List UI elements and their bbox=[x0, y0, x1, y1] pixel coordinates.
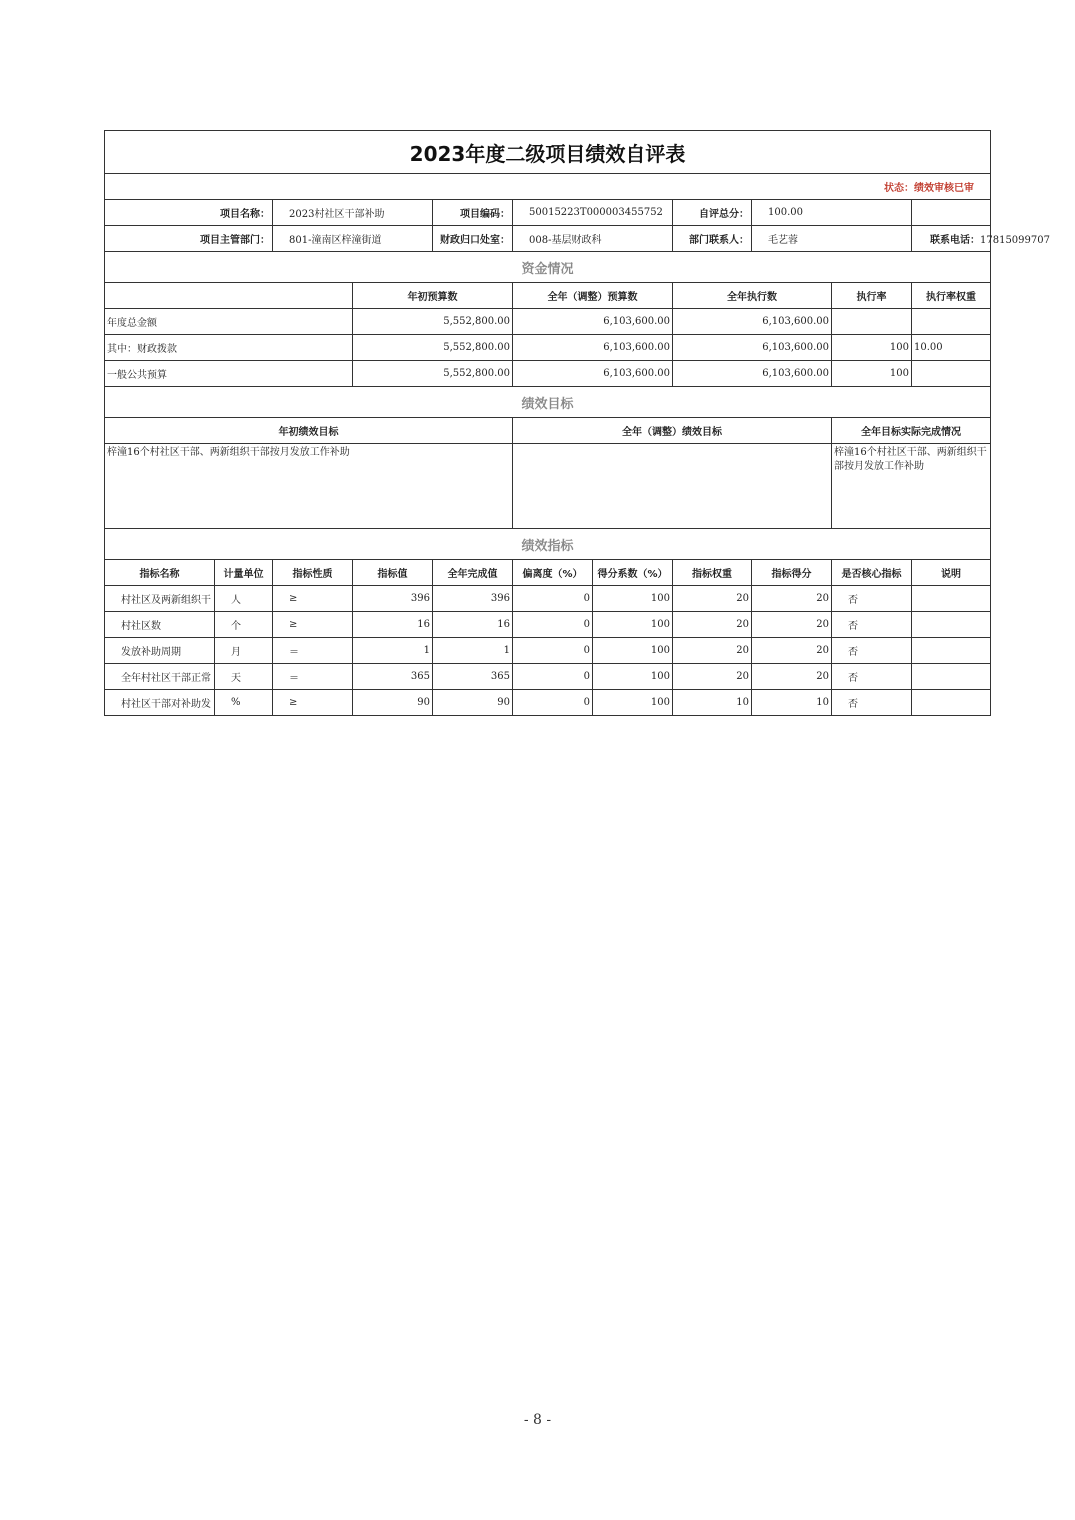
total-score-label: 自评总分： bbox=[673, 200, 752, 226]
ind-core: 否 bbox=[832, 690, 912, 716]
ind-done: 16 bbox=[433, 612, 513, 638]
funds-header-executed: 全年执行数 bbox=[673, 283, 832, 309]
goal-initial: 梓潼16个村社区干部、两新组织干部按月发放工作补助 bbox=[105, 444, 513, 529]
funds-row-name: 其中：财政拨款 bbox=[105, 335, 353, 361]
ind-header-done: 全年完成值 bbox=[433, 560, 513, 586]
ind-nature: ＝ bbox=[273, 638, 353, 664]
ind-deviation: 0 bbox=[513, 586, 593, 612]
indicator-row bbox=[105, 586, 991, 612]
ind-header-core: 是否核心指标 bbox=[832, 560, 912, 586]
info-row-2 bbox=[105, 226, 991, 252]
funds-row-weight: 10.00 bbox=[912, 335, 991, 361]
funds-row bbox=[105, 361, 991, 387]
goals-header-adjusted: 全年（调整）绩效目标 bbox=[513, 418, 832, 444]
contact-label: 部门联系人： bbox=[673, 226, 752, 252]
indicator-row bbox=[105, 612, 991, 638]
info-row-1 bbox=[105, 200, 991, 226]
ind-deviation: 0 bbox=[513, 612, 593, 638]
ind-name: 村社区干部对补助发 bbox=[105, 690, 215, 716]
page-number: - 8 - bbox=[523, 1412, 552, 1428]
ind-header-score: 指标得分 bbox=[752, 560, 832, 586]
ind-coef: 100 bbox=[593, 664, 673, 690]
ind-deviation: 0 bbox=[513, 638, 593, 664]
ind-nature: ≥ bbox=[273, 586, 353, 612]
ind-done: 396 bbox=[433, 586, 513, 612]
indicators-section-title: 绩效指标 bbox=[105, 529, 991, 560]
funds-row-name: 年度总金额 bbox=[105, 309, 353, 335]
contact: 毛艺蓉 bbox=[752, 226, 912, 252]
ind-note bbox=[912, 638, 991, 664]
funds-row bbox=[105, 335, 991, 361]
goal-actual: 梓潼16个村社区干部、两新组织干部按月发放工作补助 bbox=[832, 444, 991, 529]
ind-nature: ＝ bbox=[273, 664, 353, 690]
funds-header-rate: 执行率 bbox=[832, 283, 912, 309]
goals-row bbox=[105, 444, 991, 529]
funds-row-adjusted: 6,103,600.00 bbox=[513, 335, 673, 361]
ind-nature: ≥ bbox=[273, 690, 353, 716]
ind-unit: 个 bbox=[215, 612, 273, 638]
project-name-label: 项目名称： bbox=[105, 200, 273, 226]
funds-row-rate: 100 bbox=[832, 361, 912, 387]
funds-header-blank bbox=[105, 283, 353, 309]
ind-core: 否 bbox=[832, 638, 912, 664]
ind-unit: 天 bbox=[215, 664, 273, 690]
goals-header-row bbox=[105, 418, 991, 444]
ind-done: 365 bbox=[433, 664, 513, 690]
funds-row-initial: 5,552,800.00 bbox=[353, 361, 513, 387]
indicator-row bbox=[105, 664, 991, 690]
ind-header-note: 说明 bbox=[912, 560, 991, 586]
ind-coef: 100 bbox=[593, 586, 673, 612]
funds-row-name: 一般公共预算 bbox=[105, 361, 353, 387]
indicator-row bbox=[105, 638, 991, 664]
ind-score: 20 bbox=[752, 586, 832, 612]
ind-unit: % bbox=[215, 690, 273, 716]
ind-core: 否 bbox=[832, 664, 912, 690]
project-name: 2023村社区干部补助 bbox=[273, 200, 433, 226]
ind-header-unit: 计量单位 bbox=[215, 560, 273, 586]
finance-office-label: 财政归口处室： bbox=[433, 226, 513, 252]
ind-unit: 月 bbox=[215, 638, 273, 664]
ind-note bbox=[912, 664, 991, 690]
funds-section-title: 资金情况 bbox=[105, 252, 991, 283]
status-badge: 状态：绩效审核已审 bbox=[105, 174, 991, 200]
ind-name: 发放补助周期 bbox=[105, 638, 215, 664]
funds-row-executed: 6,103,600.00 bbox=[673, 309, 832, 335]
dept: 801-潼南区梓潼街道 bbox=[273, 226, 433, 252]
project-code-label: 项目编码： bbox=[433, 200, 513, 226]
funds-row-weight bbox=[912, 309, 991, 335]
ind-value: 16 bbox=[353, 612, 433, 638]
ind-name: 全年村社区干部正常 bbox=[105, 664, 215, 690]
ind-header-deviation: 偏离度（%） bbox=[513, 560, 593, 586]
funds-row-executed: 6,103,600.00 bbox=[673, 361, 832, 387]
ind-header-value: 指标值 bbox=[353, 560, 433, 586]
ind-header-nature: 指标性质 bbox=[273, 560, 353, 586]
ind-weight: 20 bbox=[673, 586, 752, 612]
funds-header-weight: 执行率权重 bbox=[912, 283, 991, 309]
phone-cell bbox=[912, 226, 1050, 252]
phone-label: 联系电话： bbox=[930, 235, 980, 246]
ind-nature: ≥ bbox=[273, 612, 353, 638]
total-score: 100.00 bbox=[752, 200, 912, 226]
funds-row-initial: 5,552,800.00 bbox=[353, 335, 513, 361]
ind-core: 否 bbox=[832, 586, 912, 612]
ind-note bbox=[912, 586, 991, 612]
ind-coef: 100 bbox=[593, 638, 673, 664]
goals-section-title: 绩效目标 bbox=[105, 387, 991, 418]
ind-score: 10 bbox=[752, 690, 832, 716]
indicators-header-row bbox=[105, 560, 991, 586]
ind-coef: 100 bbox=[593, 612, 673, 638]
performance-evaluation-sheet bbox=[104, 130, 1050, 716]
finance-office: 008-基层财政科 bbox=[513, 226, 673, 252]
evaluation-table bbox=[104, 130, 1050, 716]
ind-header-name: 指标名称 bbox=[105, 560, 215, 586]
funds-row bbox=[105, 309, 991, 335]
ind-score: 20 bbox=[752, 638, 832, 664]
funds-row-initial: 5,552,800.00 bbox=[353, 309, 513, 335]
funds-row-executed: 6,103,600.00 bbox=[673, 335, 832, 361]
funds-header-adjusted: 全年（调整）预算数 bbox=[513, 283, 673, 309]
goals-header-initial: 年初绩效目标 bbox=[105, 418, 513, 444]
funds-header-initial: 年初预算数 bbox=[353, 283, 513, 309]
dept-label: 项目主管部门： bbox=[105, 226, 273, 252]
empty-cell bbox=[912, 200, 991, 226]
ind-deviation: 0 bbox=[513, 690, 593, 716]
funds-row-rate: 100 bbox=[832, 335, 912, 361]
phone: 17815099707 bbox=[980, 235, 1050, 246]
funds-row-adjusted: 6,103,600.00 bbox=[513, 361, 673, 387]
funds-header-row bbox=[105, 283, 991, 309]
ind-coef: 100 bbox=[593, 690, 673, 716]
ind-done: 90 bbox=[433, 690, 513, 716]
funds-row-adjusted: 6,103,600.00 bbox=[513, 309, 673, 335]
goals-header-actual: 全年目标实际完成情况 bbox=[832, 418, 991, 444]
ind-value: 90 bbox=[353, 690, 433, 716]
ind-header-weight: 指标权重 bbox=[673, 560, 752, 586]
ind-unit: 人 bbox=[215, 586, 273, 612]
ind-weight: 10 bbox=[673, 690, 752, 716]
page-title: 2023年度二级项目绩效自评表 bbox=[105, 131, 991, 174]
ind-name: 村社区数 bbox=[105, 612, 215, 638]
ind-note bbox=[912, 612, 991, 638]
ind-value: 365 bbox=[353, 664, 433, 690]
ind-name: 村社区及两新组织干 bbox=[105, 586, 215, 612]
project-code: 50015223T000003455752 bbox=[513, 200, 673, 226]
ind-score: 20 bbox=[752, 612, 832, 638]
ind-deviation: 0 bbox=[513, 664, 593, 690]
ind-weight: 20 bbox=[673, 638, 752, 664]
ind-score: 20 bbox=[752, 664, 832, 690]
ind-done: 1 bbox=[433, 638, 513, 664]
funds-row-rate bbox=[832, 309, 912, 335]
goal-adjusted bbox=[513, 444, 832, 529]
ind-header-coef: 得分系数（%） bbox=[593, 560, 673, 586]
ind-core: 否 bbox=[832, 612, 912, 638]
funds-row-weight bbox=[912, 361, 991, 387]
indicator-row bbox=[105, 690, 991, 716]
ind-note bbox=[912, 690, 991, 716]
ind-value: 1 bbox=[353, 638, 433, 664]
ind-value: 396 bbox=[353, 586, 433, 612]
ind-weight: 20 bbox=[673, 612, 752, 638]
ind-weight: 20 bbox=[673, 664, 752, 690]
